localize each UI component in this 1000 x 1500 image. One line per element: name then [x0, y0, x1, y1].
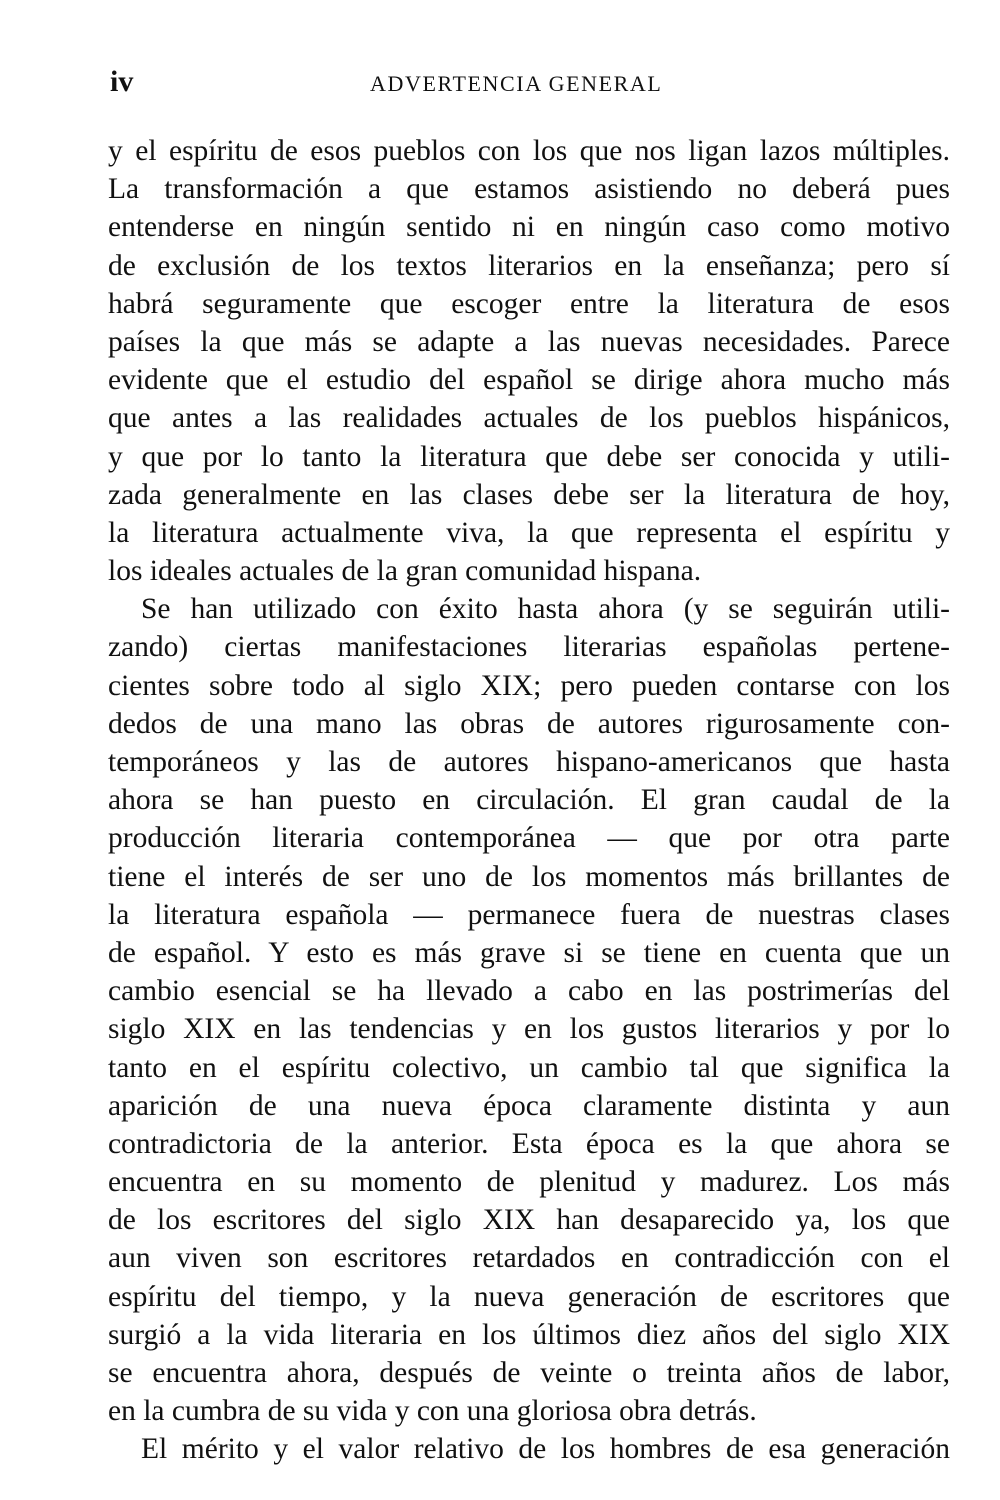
text-line: producción literaria contemporánea — que por otra parte: [108, 822, 950, 855]
text-line: siglo XIX en las tendencias y en los gustos literarios y por lo: [108, 1013, 950, 1046]
text-line: cambio esencial se ha llevado a cabo en las postrimerías del: [108, 975, 950, 1008]
text-line: contradictoria de la anterior. Esta época es la que ahora se: [108, 1127, 950, 1160]
text-line: aun viven son escritores retardados en contradicción con el: [108, 1242, 950, 1275]
text-line: evidente que el estudio del español se dirige ahora mucho más: [108, 364, 950, 397]
text-line: de español. Y esto es más grave si se tiene en cuenta que un: [108, 936, 950, 969]
text-line: Se han utilizado con éxito hasta ahora (y se seguirán utili-: [141, 593, 950, 626]
text-line: El mérito y el valor relativo de los hombres de esa generación: [141, 1433, 950, 1466]
text-line: y que por lo tanto la literatura que debe ser conocida y utili-: [108, 440, 950, 473]
text-line: la literatura española — permanece fuera de nuestras clases: [108, 898, 950, 931]
text-line: zando) ciertas manifestaciones literarias españolas pertene-: [108, 631, 950, 664]
text-line: tiene el interés de ser uno de los momentos más brillantes de: [108, 860, 950, 893]
page-number: iv: [110, 65, 134, 98]
text-line: países la que más se adapte a las nuevas necesidades. Parece: [108, 325, 950, 358]
text-line: de exclusión de los textos literarios en la enseñanza; pero sí: [108, 249, 950, 282]
book-page: [108, 62, 950, 1469]
text-line: se encuentra ahora, después de veinte o treinta años de labor,: [108, 1357, 950, 1389]
text-line: ahora se han puesto en circulación. El gran caudal de la: [108, 784, 950, 817]
text-line: tanto en el espíritu colectivo, un cambio tal que significa la: [108, 1051, 950, 1084]
text-line: en la cumbra de su vida y con una gloriosa obra detrás.: [108, 1395, 757, 1428]
text-line: zada generalmente en las clases debe ser la literatura de hoy,: [108, 478, 950, 511]
running-head: ADVERTENCIA GENERAL: [370, 71, 663, 96]
text-line: dedos de una mano las obras de autores rigurosamente con-: [108, 707, 950, 740]
text-line: encuentra en su momento de plenitud y madurez. Los más: [108, 1166, 950, 1199]
text-line: temporáneos y las de autores hispano-americanos que hasta: [108, 746, 950, 778]
body-text: [108, 132, 950, 1469]
text-line: habrá seguramente que escoger entre la literatura de esos: [108, 287, 950, 320]
text-line: entenderse en ningún sentido ni en ningún caso como motivo: [108, 211, 950, 244]
text-line: de los escritores del siglo XIX han desaparecido ya, los que: [108, 1204, 950, 1237]
page-header: [108, 62, 950, 102]
text-line: surgió a la vida literaria en los últimos diez años del siglo XIX: [108, 1318, 950, 1351]
text-line: la literatura actualmente viva, la que representa el espíritu y: [108, 516, 950, 549]
text-line: los ideales actuales de la gran comunidad hispana.: [108, 555, 702, 588]
text-line: aparición de una nueva época claramente distinta y aun: [108, 1089, 950, 1122]
text-line: La transformación a que estamos asistiendo no deberá pues: [108, 173, 950, 206]
text-line: espíritu del tiempo, y la nueva generación de escritores que: [108, 1280, 950, 1313]
text-line: cientes sobre todo al siglo XIX; pero pueden contarse con los: [108, 669, 950, 702]
text-line: y el espíritu de esos pueblos con los que nos ligan lazos múltiples.: [108, 135, 950, 167]
text-line: que antes a las realidades actuales de los pueblos hispánicos,: [108, 402, 950, 435]
